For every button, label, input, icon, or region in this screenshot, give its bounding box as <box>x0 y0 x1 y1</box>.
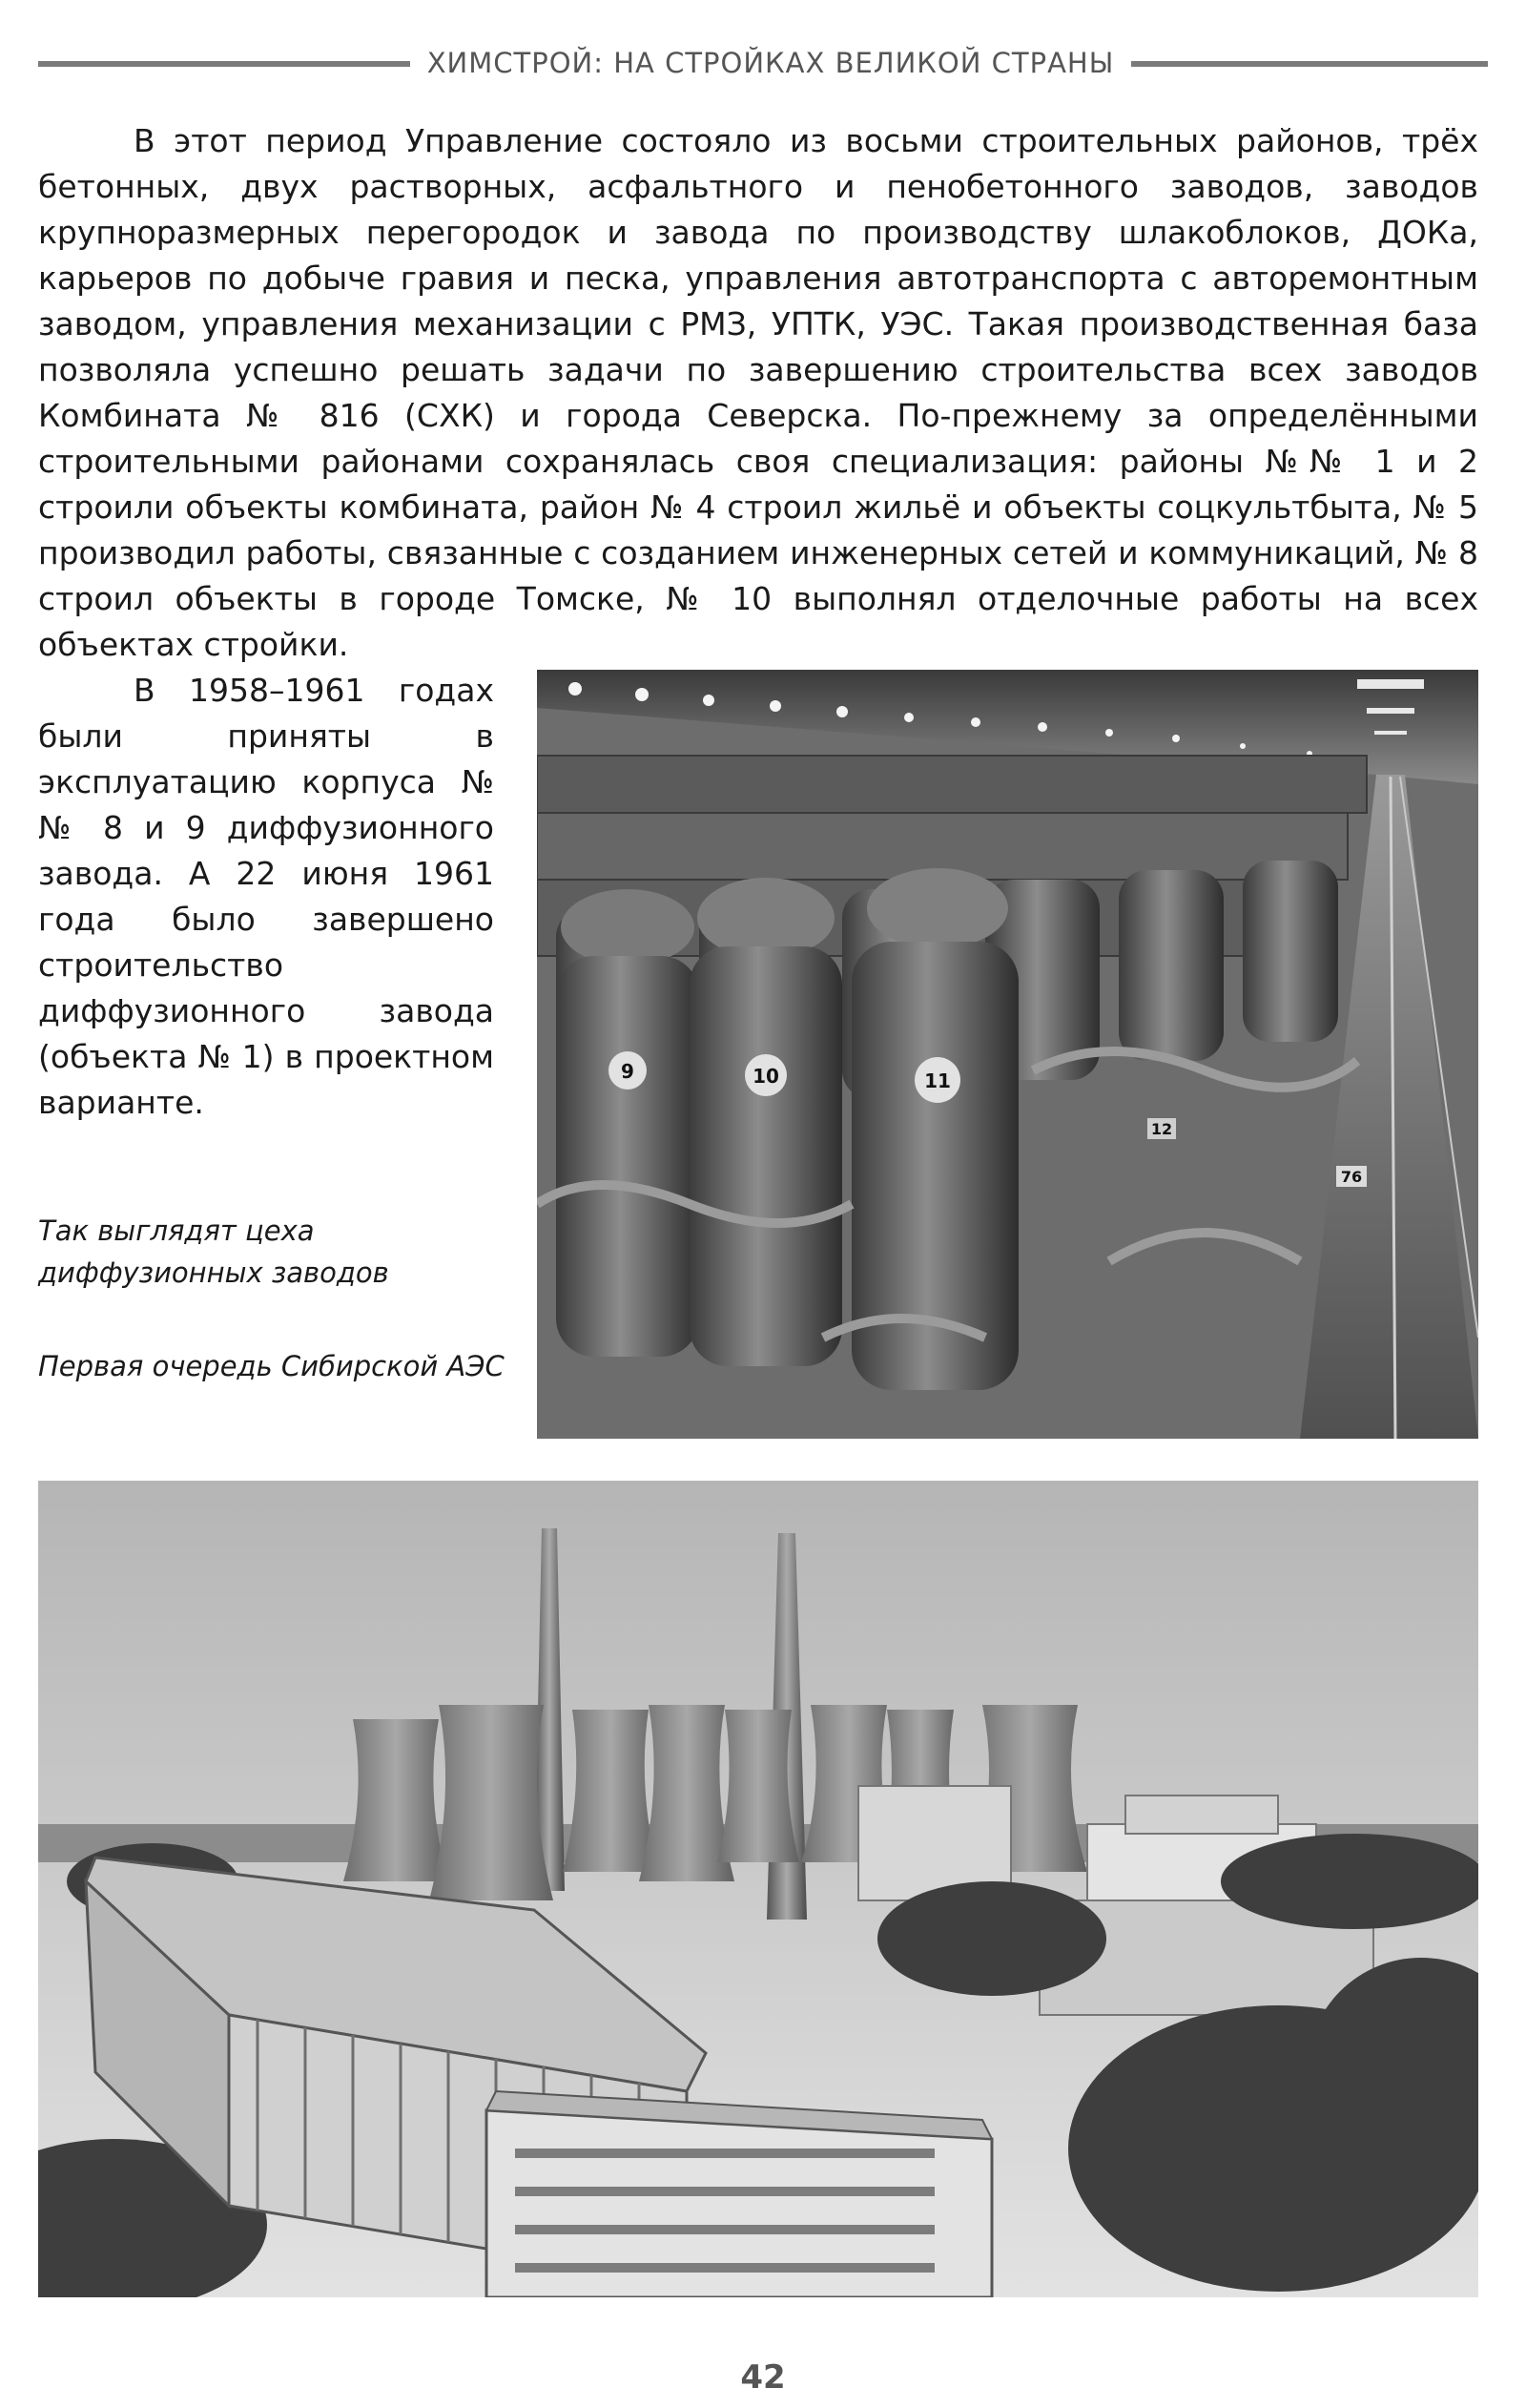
front-tanks <box>556 868 1019 1390</box>
running-header <box>38 42 1488 84</box>
body-paragraph-1: В этот период Управление состояло из восьми строительных районов, трёх бетонных, двух растворных, асфальтного и пенобетонного заводов, заводов крупноразмерных перегородок и завода по производству шлакоблоков, ДОКа, карьеров по добыче гравия и песка, управления автотранспорта с авторемонтным заводом, управления механизации с РМЗ, УПТК, УЭС. Такая производственная база позволяла успешно решать задачи по завершению строительства всех заводов Комбината № 816 (СХК) и города Северска. По-прежнему за определёнными строительными районами сохранялась своя специализация: районы №№ 1 и 2 строили объекты комбината, район № 4 строил жильё и объекты соцкультбыта, № 5 производил работы, связанные с созданием инженерных сетей и коммуникаций, № 8 строил объекты в городе Томске, № 10 выполнял отделочные работы на всех объектах стройки. <box>38 122 1478 663</box>
unit-label-11: 11 <box>924 1069 951 1092</box>
header-rule-left <box>38 61 410 67</box>
unit-label-9: 9 <box>621 1060 634 1083</box>
unit-label-76: 76 <box>1340 1168 1363 1186</box>
photo-siberian-npp <box>38 1481 1478 2297</box>
caption-diffusion-plant: Так выглядят цеха диффузионных заводов <box>38 1214 389 1289</box>
body-paragraph-2: В 1958–1961 годах были приняты в эксплуатацию корпуса №№ 8 и 9 диффузионного завода. А 22 июня 1961 года было завершено строительство диффузионного завода (объекта № 1) в проектном варианте. <box>38 672 494 1121</box>
page-number: 42 <box>740 2358 786 2397</box>
running-title: ХИМСТРОЙ: НА СТРОЙКАХ ВЕЛИКОЙ СТРАНЫ <box>426 47 1115 79</box>
unit-label-10: 10 <box>753 1065 779 1088</box>
unit-label-12: 12 <box>1150 1120 1173 1138</box>
caption-siberian-npp: Первая очередь Сибирской АЭС <box>38 1350 505 1382</box>
header-rule-right <box>1131 61 1488 67</box>
admin-building <box>486 2091 992 2297</box>
photo-diffusion-plant-hall <box>537 670 1478 1439</box>
